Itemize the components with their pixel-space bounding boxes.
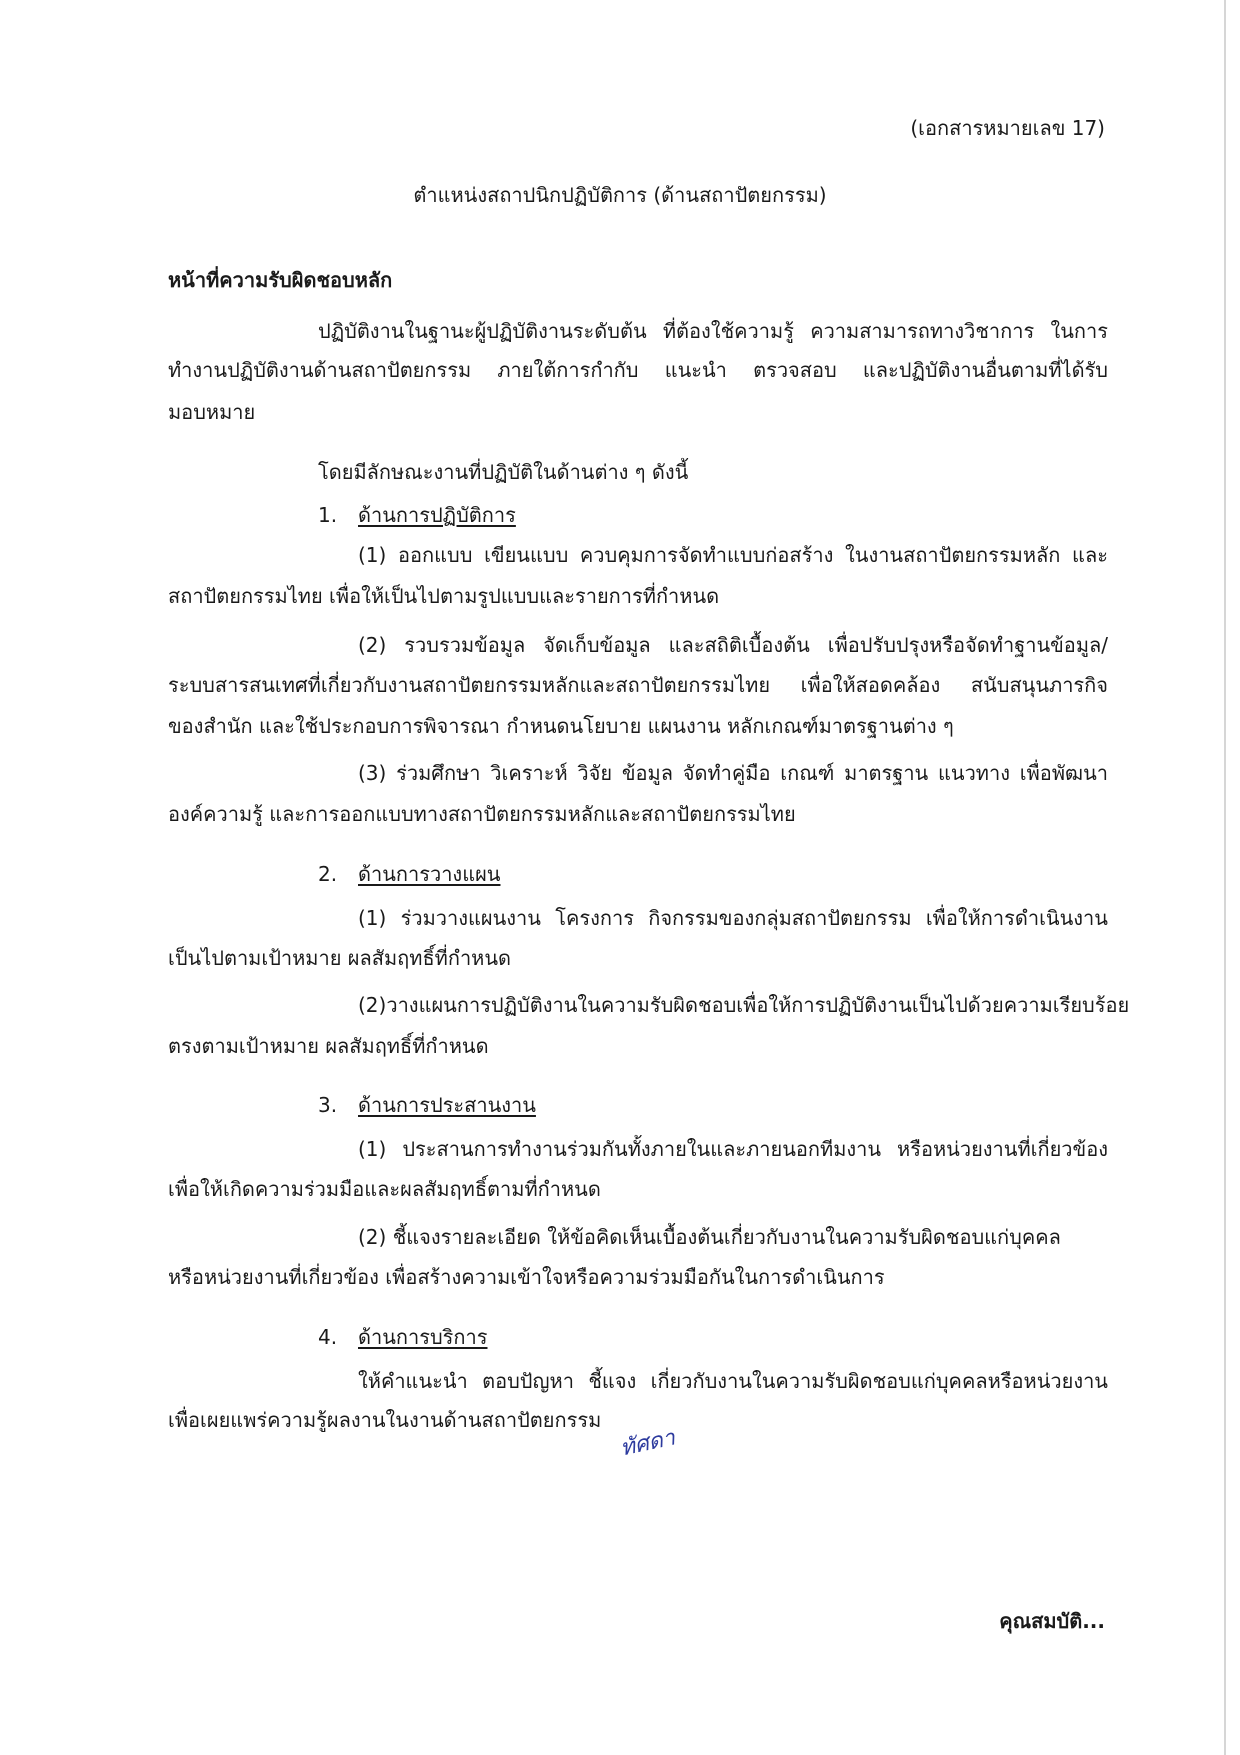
s1-item2-line3: ของสำนัก และใช้ประกอบการพิจารณา กำหนดนโยบาย แผนงาน หลักเกณฑ์มาตรฐานต่าง ๆ [168, 714, 954, 738]
s3-item1-line2: เพื่อให้เกิดความร่วมมือและผลสัมฤทธิ์ตามที่กำหนด [168, 1177, 601, 1201]
s1-item2-line2: ระบบสารสนเทศที่เกี่ยวกับงานสถาปัตยกรรมหลักและสถาปัตยกรรมไทย เพื่อให้สอดคล้อง สนับสนุนภารกิจ [168, 673, 1108, 697]
s3-item2-line2: หรือหน่วยงานที่เกี่ยวข้อง เพื่อสร้างความเข้าใจหรือความร่วมมือกันในการดำเนินการ [168, 1265, 885, 1289]
s2-item1-line2: เป็นไปตามเป้าหมาย ผลสัมฤทธิ์ที่กำหนด [168, 946, 512, 970]
document-number: (เอกสารหมายเลข 17) [910, 116, 1105, 140]
s1-item2-line1: (2) รวบรวมข้อมูล จัดเก็บข้อมูล และสถิติเบื้องต้น เพื่อปรับปรุงหรือจัดทำฐานข้อมูล/ [358, 633, 1108, 657]
intro-line-3: มอบหมาย [168, 400, 256, 424]
continuation-marker: คุณสมบัติ... [999, 1609, 1105, 1633]
s3-item2-line1: (2) ชี้แจงรายละเอียด ให้ข้อคิดเห็นเบื้องต้นเกี่ยวกับงานในความรับผิดชอบแก่บุคคล [358, 1225, 1061, 1249]
section-4-header [318, 1322, 488, 1352]
s2-item2-line1: (2) วางแผนการปฏิบัติงานในความรับผิดชอบ เพื่อให้การปฏิบัติงานเป็นไปด้วยความเรียบร้อย [358, 993, 1130, 1017]
page-edge-shadow [1224, 0, 1226, 1755]
section-2-number: 2. [318, 862, 338, 886]
section-2-title: ด้านการวางแผน [358, 862, 501, 886]
section-1-number: 1. [318, 503, 338, 527]
s1-item1-line2: สถาปัตยกรรมไทย เพื่อให้เป็นไปตามรูปแบบและรายการที่กำหนด [168, 584, 720, 608]
section-1-header [318, 500, 516, 530]
section-3-title: ด้านการประสานงาน [358, 1093, 536, 1117]
section-4-title: ด้านการบริการ [358, 1325, 488, 1349]
s2-item1-line1: (1) ร่วมวางแผนงาน โครงการ กิจกรรมของกลุ่มสถาปัตยกรรม เพื่อให้การดำเนินงาน [358, 906, 1108, 930]
handwritten-initials: ทัศดา [618, 1425, 678, 1462]
intro-line-2: ทำงานปฏิบัติงานด้านสถาปัตยกรรม ภายใต้การกำกับ แนะนำ ตรวจสอบ และปฏิบัติงานอื่นตามที่ได้รับ [168, 358, 1108, 382]
s2-item2-line2: ตรงตามเป้าหมาย ผลสัมฤทธิ์ที่กำหนด [168, 1034, 489, 1058]
s1-item3-line1: (3) ร่วมศึกษา วิเคราะห์ วิจัย ข้อมูล จัดทำคู่มือ เกณฑ์ มาตรฐาน แนวทาง เพื่อพัฒนา [358, 761, 1108, 785]
section-3-number: 3. [318, 1093, 338, 1117]
s1-item3-line2: องค์ความรู้ และการออกแบบทางสถาปัตยกรรมหลักและสถาปัตยกรรมไทย [168, 802, 796, 826]
s1-item1-line1: (1) ออกแบบ เขียนแบบ ควบคุมการจัดทำแบบก่อสร้าง ในงานสถาปัตยกรรมหลัก และ [358, 543, 1108, 567]
position-title: ตำแหน่งสถาปนิกปฏิบัติการ (ด้านสถาปัตยกรรม) [413, 183, 827, 207]
intro-line-1: ปฏิบัติงานในฐานะผู้ปฏิบัติงานระดับต้น ที่ต้องใช้ความรู้ ความสามารถทางวิชาการ ในการ [318, 319, 1108, 343]
section-2-header [318, 859, 500, 889]
lead-sentence: โดยมีลักษณะงานที่ปฏิบัติในด้านต่าง ๆ ดังนี้ [318, 460, 689, 484]
section-heading-duties: หน้าที่ความรับผิดชอบหลัก [168, 268, 393, 292]
section-4-number: 4. [318, 1325, 338, 1349]
section-1-title: ด้านการปฏิบัติการ [358, 503, 516, 527]
s3-item1-line1: (1) ประสานการทำงานร่วมกันทั้งภายในและภายนอกทีมงาน หรือหน่วยงานที่เกี่ยวข้อง [358, 1137, 1108, 1161]
section-3-header [318, 1090, 536, 1120]
s4-para-line1: ให้คำแนะนำ ตอบปัญหา ชี้แจง เกี่ยวกับงานในความรับผิดชอบแก่บุคคลหรือหน่วยงาน [358, 1369, 1108, 1393]
s4-para-line2: เพื่อเผยแพร่ความรู้ผลงานในงานด้านสถาปัตยกรรม [168, 1408, 602, 1432]
